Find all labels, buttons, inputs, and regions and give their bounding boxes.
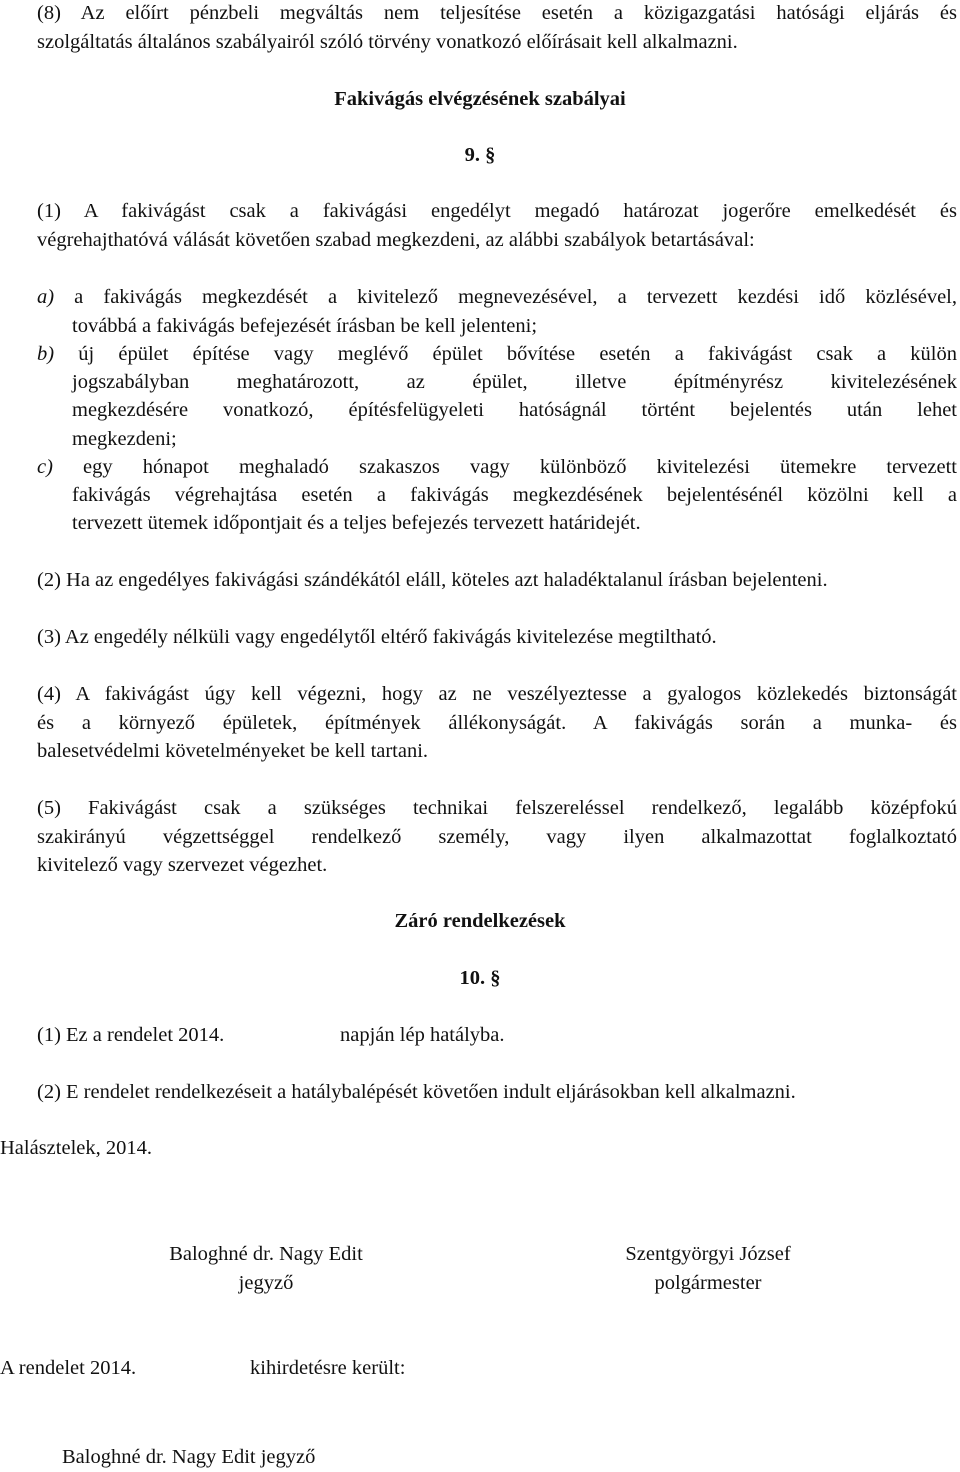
list-item-c-line-2: fakivágás végrehajtása esetén a fakivágás megkezdésének bejelentésénél közölni kell a bbox=[72, 484, 957, 506]
paragraph-1-line-1: (1) A fakivágást csak a fakivágási engedélyt megadó határozat jogerőre emelkedését és bbox=[37, 200, 957, 222]
list-item-b-line-3: megkezdésére vonatkozó, építésfelügyeleti hatóságnál történt bejelentés után lehet bbox=[72, 399, 957, 421]
signature-left-name: Baloghné dr. Nagy Edit bbox=[169, 1243, 363, 1265]
section-number-9: 9. § bbox=[464, 144, 496, 166]
paragraph-4-line-2: és a környező épületek, építmények állékonyságát. A fakivágás során a munka- és bbox=[37, 712, 957, 734]
signature-right-role: polgármester bbox=[654, 1272, 762, 1294]
section-title-fakivagas: Fakivágás elvégzésének szabályai bbox=[334, 88, 626, 110]
promulgation-right: kihirdetésre került: bbox=[250, 1357, 406, 1379]
paragraph-8-line-2: szolgáltatás általános szabályairól szóló törvény vonatkozó előírásait kell alkalmazni. bbox=[37, 31, 738, 53]
place-date: Halásztelek, 2014. bbox=[0, 1137, 152, 1159]
final-provision-1-right: napján lép hatályba. bbox=[340, 1024, 505, 1046]
promulgation-left: A rendelet 2014. bbox=[0, 1357, 137, 1379]
list-item-a-line-1: a) a fakivágás megkezdését a kivitelező megnevezésével, a tervezett kezdési idő közlésével, bbox=[37, 286, 957, 308]
list-item-a-label: a) bbox=[37, 286, 55, 308]
list-item-b-label: b) bbox=[37, 343, 55, 365]
bottom-signature: Baloghné dr. Nagy Edit jegyző bbox=[62, 1446, 316, 1468]
paragraph-5-line-3: kivitelező vagy szervezet végezhet. bbox=[37, 854, 328, 876]
list-item-c-line-3: tervezett ütemek időpontjait és a teljes befejezés tervezett határidejét. bbox=[72, 512, 641, 534]
section-title-zaro: Záró rendelkezések bbox=[394, 910, 566, 932]
signature-right-name: Szentgyörgyi József bbox=[625, 1243, 791, 1265]
final-provision-1-left: (1) Ez a rendelet 2014. bbox=[37, 1024, 225, 1046]
paragraph-5-line-1: (5) Fakivágást csak a szükséges technikai felszereléssel rendelkező, legalább középfokú bbox=[37, 797, 957, 819]
list-item-c-label: c) bbox=[37, 456, 53, 478]
paragraph-4-line-1: (4) A fakivágást úgy kell végezni, hogy az ne veszélyeztesse a gyalogos közlekedés biztonságát bbox=[37, 683, 957, 705]
list-item-c-line-1: c) egy hónapot meghaladó szakaszos vagy különböző kivitelezési ütemekre tervezett bbox=[37, 456, 957, 478]
signature-left-role: jegyző bbox=[238, 1272, 294, 1294]
list-item-a-line-2: továbbá a fakivágás befejezését írásban be kell jelenteni; bbox=[72, 315, 538, 337]
paragraph-4-line-3: balesetvédelmi követelményeket be kell tartani. bbox=[37, 740, 429, 762]
list-item-b-line-2: jogszabályban meghatározott, az épület, illetve építményrész kivitelezésének bbox=[72, 371, 957, 393]
list-item-b-line-1: b) új épület építése vagy meglévő épület bővítése esetén a fakivágást csak a külön bbox=[37, 343, 957, 365]
paragraph-5-line-2: szakirányú végzettséggel rendelkező személy, vagy ilyen alkalmazottat foglalkoztató bbox=[37, 826, 957, 848]
final-provision-2: (2) E rendelet rendelkezéseit a hatálybalépését követően indult eljárásokban kell alkalmazni. bbox=[37, 1081, 796, 1103]
paragraph-1-line-2: végrehajthatóvá válását követően szabad megkezdeni, az alábbi szabályok betartásával: bbox=[37, 229, 755, 251]
section-number-10: 10. § bbox=[459, 967, 501, 989]
list-item-b-line-4: megkezdeni; bbox=[72, 428, 177, 450]
paragraph-8-line-1: (8) Az előírt pénzbeli megváltás nem teljesítése esetén a közigazgatási hatósági eljárás és bbox=[37, 2, 957, 24]
paragraph-3: (3) Az engedély nélküli vagy engedélytől eltérő fakivágás kivitelezése megtiltható. bbox=[37, 626, 717, 648]
paragraph-2: (2) Ha az engedélyes fakivágási szándékától eláll, köteles azt haladéktalanul írásban bejelenteni. bbox=[37, 569, 828, 591]
